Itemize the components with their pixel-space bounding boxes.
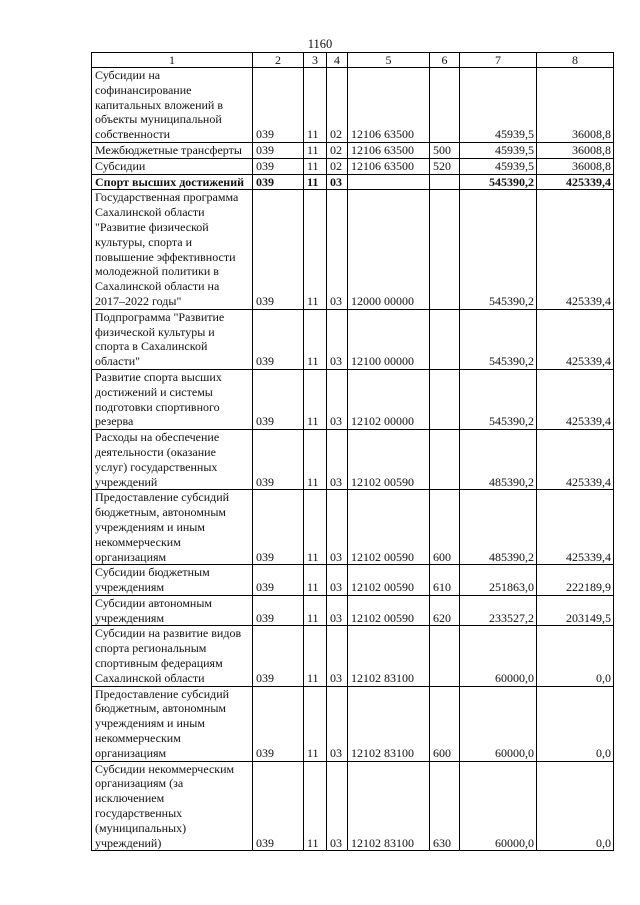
- amount-2019-cell: 485390,2: [460, 430, 537, 490]
- expense-type-cell: 600: [430, 686, 460, 761]
- amount-2019-cell: 233527,2: [460, 595, 537, 626]
- column-header: 7: [460, 53, 537, 68]
- amount-2020-cell: 36008,8: [537, 158, 614, 174]
- amount-2020-cell: 36008,8: [537, 68, 614, 143]
- ministry-code-cell: 039: [253, 369, 304, 429]
- expense-name-cell: Субсидии: [92, 158, 253, 174]
- expense-type-cell: 600: [430, 490, 460, 565]
- ministry-code-cell: 039: [253, 565, 304, 596]
- table-row: [92, 369, 614, 429]
- subsection-code-cell: 03: [327, 190, 348, 309]
- section-code-cell: 11: [304, 626, 327, 686]
- table-row: [92, 490, 614, 565]
- expense-name-cell: Подпрограмма "Развитие физической культуры и спорта в Сахалинской области": [92, 309, 253, 369]
- expense-name-cell: Субсидии автономным учреждениям: [92, 595, 253, 626]
- expense-type-cell: 520: [430, 158, 460, 174]
- subsection-code-cell: 03: [327, 686, 348, 761]
- subsection-code-cell: 03: [327, 626, 348, 686]
- target-article-cell: 12102 83100: [348, 626, 430, 686]
- amount-2019-cell: 60000,0: [460, 761, 537, 851]
- amount-2020-cell: 0,0: [537, 686, 614, 761]
- table-row: [92, 595, 614, 626]
- ministry-code-cell: 039: [253, 761, 304, 851]
- section-code-cell: 11: [304, 142, 327, 158]
- amount-2019-cell: 45939,5: [460, 158, 537, 174]
- amount-2020-cell: 36008,8: [537, 142, 614, 158]
- expense-type-cell: [430, 369, 460, 429]
- section-code-cell: 11: [304, 158, 327, 174]
- expense-name-cell: Предоставление субсидий бюджетным, автономным учреждениям и иным некоммерческим организациям: [92, 490, 253, 565]
- column-header: 3: [304, 53, 327, 68]
- ministry-code-cell: 039: [253, 142, 304, 158]
- ministry-code-cell: 039: [253, 490, 304, 565]
- table-row: [92, 142, 614, 158]
- expense-type-cell: [430, 626, 460, 686]
- table-row: [92, 761, 614, 851]
- page-number: 1160: [307, 37, 333, 51]
- target-article-cell: 12102 83100: [348, 761, 430, 851]
- subsection-code-cell: 03: [327, 490, 348, 565]
- ministry-code-cell: 039: [253, 68, 304, 143]
- expense-name-cell: Предоставление субсидий бюджетным, автономным учреждениям и иным некоммерческим организациям: [92, 686, 253, 761]
- subsection-code-cell: 03: [327, 174, 348, 190]
- column-header: 2: [253, 53, 304, 68]
- amount-2019-cell: 545390,2: [460, 174, 537, 190]
- amount-2019-cell: 485390,2: [460, 490, 537, 565]
- target-article-cell: 12102 00590: [348, 490, 430, 565]
- target-article-cell: 12102 83100: [348, 686, 430, 761]
- subsection-code-cell: 03: [327, 565, 348, 596]
- subsection-code-cell: 02: [327, 142, 348, 158]
- subsection-code-cell: 03: [327, 309, 348, 369]
- column-header: 8: [537, 53, 614, 68]
- target-article-cell: 12102 00590: [348, 565, 430, 596]
- ministry-code-cell: 039: [253, 686, 304, 761]
- expense-type-cell: [430, 309, 460, 369]
- section-code-cell: 11: [304, 761, 327, 851]
- amount-2020-cell: 425339,4: [537, 190, 614, 309]
- column-header: 6: [430, 53, 460, 68]
- target-article-cell: 12102 00590: [348, 430, 430, 490]
- expense-type-cell: 500: [430, 142, 460, 158]
- subsection-code-cell: 03: [327, 430, 348, 490]
- expense-name-cell: Субсидии некоммерческим организациям (за исключением государственных (муниципальных) учреждений): [92, 761, 253, 851]
- amount-2019-cell: 251863,0: [460, 565, 537, 596]
- amount-2019-cell: 60000,0: [460, 626, 537, 686]
- expense-name-cell: Субсидии на развитие видов спорта региональным спортивным федерациям Сахалинской области: [92, 626, 253, 686]
- table-row: [92, 309, 614, 369]
- expense-type-cell: 610: [430, 565, 460, 596]
- subsection-code-cell: 02: [327, 158, 348, 174]
- subsection-code-cell: 03: [327, 369, 348, 429]
- ministry-code-cell: 039: [253, 309, 304, 369]
- target-article-cell: 12102 00000: [348, 369, 430, 429]
- section-code-cell: 11: [304, 190, 327, 309]
- table-row: [92, 430, 614, 490]
- expense-name-cell: Расходы на обеспечение деятельности (оказание услуг) государственных учреждений: [92, 430, 253, 490]
- column-header-row: [92, 53, 614, 68]
- target-article-cell: 12102 00590: [348, 595, 430, 626]
- expense-name-cell: Межбюджетные трансферты: [92, 142, 253, 158]
- column-header: 4: [327, 53, 348, 68]
- amount-2019-cell: 545390,2: [460, 369, 537, 429]
- amount-2020-cell: 222189,9: [537, 565, 614, 596]
- amount-2019-cell: 60000,0: [460, 686, 537, 761]
- amount-2020-cell: 425339,4: [537, 490, 614, 565]
- target-article-cell: 12000 00000: [348, 190, 430, 309]
- expense-type-cell: [430, 430, 460, 490]
- amount-2020-cell: 425339,4: [537, 369, 614, 429]
- amount-2019-cell: 45939,5: [460, 68, 537, 143]
- target-article-cell: 12106 63500: [348, 68, 430, 143]
- amount-2020-cell: 203149,5: [537, 595, 614, 626]
- target-article-cell: 12106 63500: [348, 158, 430, 174]
- amount-2020-cell: 425339,4: [537, 174, 614, 190]
- ministry-code-cell: 039: [253, 190, 304, 309]
- amount-2019-cell: 545390,2: [460, 309, 537, 369]
- target-article-cell: 12100 00000: [348, 309, 430, 369]
- table-row: [92, 174, 614, 190]
- expense-type-cell: 630: [430, 761, 460, 851]
- expense-type-cell: 620: [430, 595, 460, 626]
- expense-name-cell: Государственная программа Сахалинской области "Развитие физической культуры, спорта и повышение эффективности молодежной политики в Сахалинской области на 2017–2022 годы": [92, 190, 253, 309]
- table-row: [92, 686, 614, 761]
- section-code-cell: 11: [304, 68, 327, 143]
- section-code-cell: 11: [304, 686, 327, 761]
- section-code-cell: 11: [304, 565, 327, 596]
- section-code-cell: 11: [304, 369, 327, 429]
- expense-name-cell: Спорт высших достижений: [92, 174, 253, 190]
- table-body: [92, 53, 614, 851]
- budget-table: [91, 52, 614, 851]
- target-article-cell: [348, 174, 430, 190]
- table-row: [92, 565, 614, 596]
- expense-name-cell: Субсидии на софинансирование капитальных вложений в объекты муниципальной собственности: [92, 68, 253, 143]
- amount-2020-cell: 425339,4: [537, 309, 614, 369]
- expense-type-cell: [430, 68, 460, 143]
- section-code-cell: 11: [304, 174, 327, 190]
- table-row: [92, 190, 614, 309]
- amount-2019-cell: 545390,2: [460, 190, 537, 309]
- column-header: 5: [348, 53, 430, 68]
- ministry-code-cell: 039: [253, 158, 304, 174]
- table-row: [92, 68, 614, 143]
- ministry-code-cell: 039: [253, 626, 304, 686]
- expense-name-cell: Развитие спорта высших достижений и системы подготовки спортивного резерва: [92, 369, 253, 429]
- amount-2019-cell: 45939,5: [460, 142, 537, 158]
- section-code-cell: 11: [304, 309, 327, 369]
- expense-type-cell: [430, 174, 460, 190]
- ministry-code-cell: 039: [253, 595, 304, 626]
- amount-2020-cell: 0,0: [537, 626, 614, 686]
- expense-type-cell: [430, 190, 460, 309]
- table-row: [92, 158, 614, 174]
- subsection-code-cell: 03: [327, 761, 348, 851]
- target-article-cell: 12106 63500: [348, 142, 430, 158]
- column-header: 1: [92, 53, 253, 68]
- ministry-code-cell: 039: [253, 430, 304, 490]
- expense-name-cell: Субсидии бюджетным учреждениям: [92, 565, 253, 596]
- section-code-cell: 11: [304, 430, 327, 490]
- section-code-cell: 11: [304, 490, 327, 565]
- amount-2020-cell: 0,0: [537, 761, 614, 851]
- subsection-code-cell: 03: [327, 595, 348, 626]
- amount-2020-cell: 425339,4: [537, 430, 614, 490]
- section-code-cell: 11: [304, 595, 327, 626]
- table-row: [92, 626, 614, 686]
- ministry-code-cell: 039: [253, 174, 304, 190]
- subsection-code-cell: 02: [327, 68, 348, 143]
